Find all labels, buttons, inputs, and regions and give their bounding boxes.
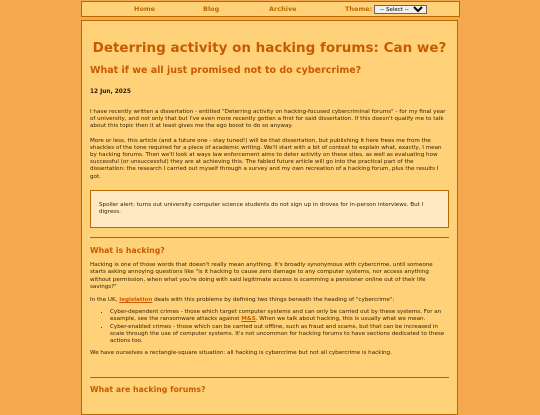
legislation-text-post: deals with this problems by defining two things beneath the heading of "cybercrime": [152,297,395,304]
paragraph-legislation [90,297,449,304]
list-item-cyber-dependent [110,309,449,323]
list-item-cyber-enabled: • Cyber-enabled crimes - those which can be carried out offline, such as fraud and scams, but that can be increased in scale through the use of computer systems. It's not uncommon for hacking forums to have sections dedicated to these actions too. [110,324,449,346]
top-navbar [81,1,460,17]
heading-what-is-hacking: What is hacking? [90,246,165,256]
paragraph-overview: More or less, this article (and a future one - stay tuned!) will be that dissertation, but publishing it here frees me from the shackles of the tone required for a piece of academic writing. We'll start with a bit of context to explain what, exactly, I mean by hacking forums. Then we'll look at ways law enforcement aims to deter activity on these sites, as well as evaluating how successful (or unsuccessful) they are at achieving this. The fabled future article will go into the practical part of the dissertation: the research I carried out myself through a survey and my own recreation of a hacking forum, plus the results I got. [90,137,442,180]
cybercrime-types-list [90,309,449,345]
spoiler-callout: Spoiler alert: turns out university computer science students do not sign up in droves for in-person interviews. But I digress. [90,190,449,228]
page-title: Deterring activity on hacking forums: Can we? [92,40,447,56]
publish-date: 12 Jun, 2025 [90,89,131,95]
ms-link[interactable]: M&S [241,316,256,323]
nav-blog-link[interactable]: Blog [203,5,220,13]
paragraph-hacking-definition: Hacking is one of those words that doesn't really mean anything. It's broadly synonymous with cybercrime, until someone starts asking annoying questions like "is it hacking to cause zero damage to any computer systems, nor access anything without permission, when what you're doing with said legitimate access is scamming a pensioner online out of their life savings?" [90,262,433,290]
heading-what-are-hacking-forums: What are hacking forums? [90,385,206,395]
section-divider-2 [90,377,449,378]
legislation-text-pre: In the UK, [90,297,120,304]
cyber-dependent-text-pre: Cyber-dependent crimes - those which target computer systems and can only be carried out by these systems. For an example, see the ransomware attacks against [110,309,442,323]
article-subtitle: What if we all just promised not to do cybercrime? [90,65,362,76]
section-divider [90,237,449,238]
cyber-dependent-text-post: . When we talk about hacking, this is usually what we mean. [255,316,426,323]
paragraph-rectangle-square: We have ourselves a rectangle-square situation: all hacking is cybercrime but not all cybercrime is hacking. [90,350,392,357]
theme-label: Theme: [345,5,373,13]
legislation-link[interactable]: legislation [119,297,153,304]
nav-home-link[interactable]: Home [134,5,156,13]
article-container [81,20,458,415]
theme-picker [345,5,427,14]
paragraph-intro: I have recently written a dissertation - entitled "Deterring activity on hacking-focused cybercriminal forums" - for my final year of university, and not only that but I've even more recently gotten a first for said dissertation. If this doesn't qualify me to talk about this topic then it at least gives me the ego boost to do so anyway. [90,109,446,130]
nav-archive-link[interactable]: Archive [269,5,297,13]
theme-select[interactable] [374,5,427,14]
